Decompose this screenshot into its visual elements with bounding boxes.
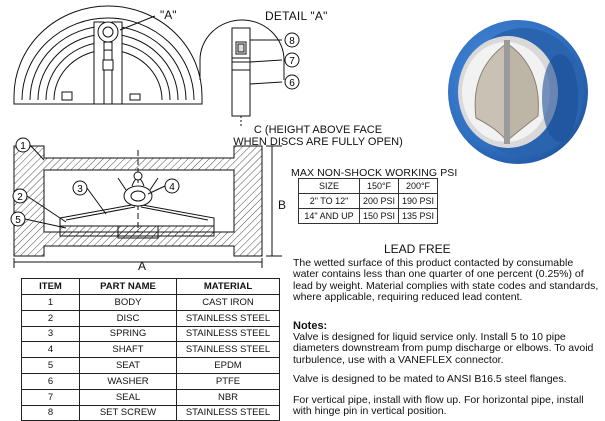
part-name: SET SCREW bbox=[80, 405, 177, 421]
balloon-3: 3 bbox=[77, 184, 83, 195]
part-name: SEAL bbox=[80, 389, 177, 405]
psi-cell: 200 PSI bbox=[360, 194, 399, 209]
psi-header-200f: 200°F bbox=[399, 179, 438, 194]
part-material: STAINLESS STEEL bbox=[177, 342, 280, 358]
part-item: 8 bbox=[22, 405, 80, 421]
part-item: 2 bbox=[22, 310, 80, 326]
part-item: 7 bbox=[22, 389, 80, 405]
part-material: NBR bbox=[177, 389, 280, 405]
table-row bbox=[22, 295, 280, 311]
balloon-1: 1 bbox=[20, 141, 26, 152]
part-name: SPRING bbox=[80, 326, 177, 342]
balloon-2: 2 bbox=[17, 192, 23, 203]
table-row bbox=[299, 194, 438, 209]
parts-header-part-name: PART NAME bbox=[80, 279, 177, 295]
cross-section-drawing bbox=[11, 138, 282, 268]
part-material: STAINLESS STEEL bbox=[177, 326, 280, 342]
part-item: 1 bbox=[22, 295, 80, 311]
notes-title: Notes: bbox=[293, 320, 328, 332]
psi-table bbox=[298, 178, 438, 224]
part-item: 5 bbox=[22, 358, 80, 374]
part-name: DISC bbox=[80, 310, 177, 326]
balloon-4: 4 bbox=[169, 182, 175, 193]
part-material: PTFE bbox=[177, 373, 280, 389]
lead-free-text: The wetted surface of this product contacted by consumable water contains less than one quarter of one percent (0.25%) of lead by weight. Material complies with state codes and standards, where applicable, requiring reduced lead content. bbox=[293, 257, 599, 303]
dimension-b-label: B bbox=[278, 198, 287, 212]
valve-photo bbox=[448, 20, 588, 164]
part-item: 6 bbox=[22, 373, 80, 389]
detail-a-drawing bbox=[200, 20, 299, 126]
height-note bbox=[218, 124, 418, 148]
part-name: WASHER bbox=[80, 373, 177, 389]
psi-cell: 190 PSI bbox=[399, 194, 438, 209]
parts-header-material: MATERIAL bbox=[177, 279, 280, 295]
part-material: EPDM bbox=[177, 358, 280, 374]
psi-cell: 135 PSI bbox=[399, 209, 438, 224]
part-material: CAST IRON bbox=[177, 295, 280, 311]
psi-header-size: SIZE bbox=[299, 179, 360, 194]
balloon-7-detail: 7 bbox=[289, 56, 295, 67]
height-note-line-1: C (HEIGHT ABOVE FACE bbox=[253, 124, 383, 136]
psi-header-150f: 150°F bbox=[360, 179, 399, 194]
parts-header-item: ITEM bbox=[22, 279, 80, 295]
psi-table-title: MAX NON-SHOCK WORKING PSI bbox=[291, 167, 458, 179]
psi-table-header bbox=[299, 179, 438, 194]
psi-cell: 2" TO 12" bbox=[299, 194, 360, 209]
table-row bbox=[22, 342, 280, 358]
parts-table bbox=[21, 278, 280, 421]
lead-free-title: LEAD FREE bbox=[384, 242, 451, 256]
height-note-line-2: WHEN DISCS ARE FULLY OPEN) bbox=[233, 136, 403, 148]
table-row bbox=[22, 373, 280, 389]
parts-table-header bbox=[22, 279, 280, 295]
detail-a-marker: "A" bbox=[160, 8, 177, 22]
note-item-2: Valve is designed to be mated to ANSI B16.5 steel flanges. bbox=[293, 373, 567, 385]
balloon-5: 5 bbox=[15, 215, 21, 226]
dimension-a-label: A bbox=[138, 259, 147, 273]
balloon-8-detail: 8 bbox=[289, 36, 295, 47]
part-name: SEAT bbox=[80, 358, 177, 374]
note-item-3: For vertical pipe, install with flow up. For horizontal pipe, install with hinge pin in vertical position. bbox=[293, 394, 584, 418]
part-name: SHAFT bbox=[80, 342, 177, 358]
table-row bbox=[22, 310, 280, 326]
psi-cell: 150 PSI bbox=[360, 209, 399, 224]
table-row bbox=[22, 389, 280, 405]
table-row bbox=[299, 209, 438, 224]
table-row bbox=[22, 326, 280, 342]
part-item: 3 bbox=[22, 326, 80, 342]
note-item-1: Valve is designed for liquid service only. Install 5 to 10 pipe diameters downstream from pump discharge or elbows. To avoid turbulence, use with a VANEFLEX connector. bbox=[293, 331, 594, 366]
part-material: STAINLESS STEEL bbox=[177, 310, 280, 326]
balloon-6-detail: 6 bbox=[289, 78, 295, 89]
table-row bbox=[22, 358, 280, 374]
psi-cell: 14" AND UP bbox=[299, 209, 360, 224]
part-material: STAINLESS STEEL bbox=[177, 405, 280, 421]
detail-a-title: DETAIL "A" bbox=[265, 9, 328, 23]
part-name: BODY bbox=[80, 295, 177, 311]
part-item: 4 bbox=[22, 342, 80, 358]
